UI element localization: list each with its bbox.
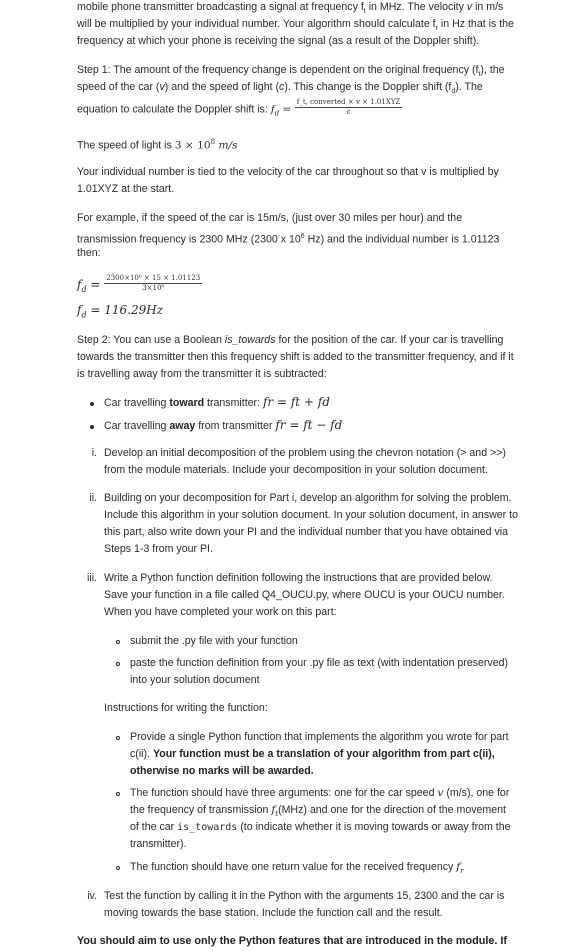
function-instr-1-line-2: c(ii). Your function must be a translation of your algorithm from part c(ii),	[130, 748, 495, 760]
part-i-line-2: from the module materials. Include your decomposition in your solution document.	[104, 464, 488, 476]
bullet-dot	[90, 425, 94, 429]
paste-definition-item-1: paste the function definition from your .py file as text (with indentation preserved)	[130, 657, 509, 669]
sub-bullet-circle	[116, 792, 120, 796]
function-instr-2-line-3: of the car is_towards (to indicate whether it is moving towards or away from the	[130, 821, 511, 833]
individual-number-line-1: Your individual number is tied to the velocity of the car throughout so that v is multiplied by	[77, 166, 499, 178]
part-iv-line-2: moving towards the base station. Include the function call and the result.	[104, 907, 443, 919]
function-instr-2-line-4: transmitter).	[130, 838, 187, 850]
instructions-heading: Instructions for writing the function:	[104, 702, 268, 714]
intro-line-2: will be multiplied by your individual number. Your algorithm should calculate $f_r$ in Hz that is the	[77, 18, 514, 33]
example-line-1: For example, if the speed of the car is 15m/s, (just over 30 miles per hour) and the	[77, 212, 463, 224]
part-ii-line-3: this part, also write down your PI and the individual number that you have obtained via	[104, 526, 508, 538]
footer-note: You should aim to use only the Python features that are introduced in the module. If	[77, 935, 507, 947]
part-iii-line-2: Save your function in a file called Q4_OUCU.py, where OUCU is your OUCU number.	[104, 589, 505, 601]
submit-py-item: submit the .py file with your function	[130, 635, 298, 647]
step2-line-1: Step 2: You can use a Boolean is_towards for the position of the car. If your car is travelling	[77, 334, 504, 346]
sub-bullet-circle	[116, 736, 120, 740]
function-instr-1-line-1: Provide a single Python function that implements the algorithm you wrote for part	[130, 731, 509, 743]
intro-line-1: mobile phone transmitter broadcasting a signal at frequency $f_t$ in MHz. The velocity v in m/s	[77, 1, 504, 16]
example-result: $f_d = 116.29Hz$	[77, 303, 164, 320]
part-i-number: i.	[91, 447, 97, 459]
part-ii-line-1: Building on your decomposition for Part i, develop an algorithm for solving the problem.	[104, 492, 512, 504]
function-instr-1-line-3: otherwise no marks will be awarded.	[130, 765, 314, 777]
sub-bullet-circle	[116, 866, 120, 870]
doppler-equation-line: equation to calculate the Doppler shift is: $f_d$ = $\frac{\text{f\_t, converted × v × 1.01XYZ}}{c}$	[77, 98, 401, 118]
sub-bullet-circle	[116, 640, 120, 644]
individual-number-line-2: 1.01XYZ at the start.	[77, 183, 175, 195]
part-ii-line-4: Steps 1-3 from your PI.	[104, 543, 213, 555]
part-iii-line-1: Write a Python function definition following the instructions that are provided below.	[104, 572, 493, 584]
speed-of-light-line: The speed of light is $3 \times 10^8$ m/s	[77, 138, 238, 152]
part-ii-number: ii.	[89, 492, 97, 504]
function-instr-2-line-1: The function should have three arguments: one for the car speed v (m/s), one for	[130, 787, 510, 799]
function-instr-2-line-2: the frequency of transmission $f_t(MHz)$ and one for the direction of the movement	[130, 804, 506, 819]
example-equation: $f_d$ = $\frac{\text{2300×10⁶ × 15 × 1.01123}}{\text{3×10⁸}}$	[77, 274, 201, 295]
example-fraction: $\frac{\text{2300×10⁶ × 15 × 1.01123}}{\text{3×10⁸}}$	[106, 274, 201, 292]
paste-definition-item-2: into your solution document	[130, 674, 260, 686]
part-iv-number: iv.	[87, 890, 97, 902]
part-ii-line-2: Include this algorithm in your solution document. In your solution document, in answer to	[104, 509, 518, 521]
part-iii-number: iii.	[86, 572, 97, 584]
step2-line-2: towards the transmitter then this frequency shift is added to the transmitter frequency, and if it	[77, 351, 514, 363]
example-line-2: transmission frequency is 2300 MHz (2300 x $10^6$ Hz) and the individual number is 1.01123	[77, 233, 500, 246]
bullet-toward: Car travelling toward transmitter: fr = ft + fd	[104, 395, 330, 409]
function-instr-3: The function should have one return value for the received frequency $f_r$	[130, 861, 464, 876]
sub-bullet-circle	[116, 662, 120, 666]
part-iv-line-1: Test the function by calling it in the Python with the arguments 15, 2300 and the car is	[104, 890, 505, 902]
step2-line-3: is travelling away from the transmitter it is subtracted:	[77, 368, 327, 380]
step1-line-2: speed of the car (v) and the speed of light (c). This change is the Doppler shift $(f_d)$. The	[77, 81, 483, 96]
bullet-away: Car travelling away from transmitter fr = ft − fd	[104, 418, 343, 432]
part-iii-line-3: When you have completed your work on this part:	[104, 606, 337, 618]
intro-line-3: frequency at which your phone is receiving the signal (as a result of the Doppler shift).	[77, 35, 480, 47]
doppler-fraction: $\frac{\text{f\_t, converted × v × 1.01XYZ}}{c}$	[296, 98, 401, 116]
bullet-dot	[90, 402, 94, 406]
example-line-3: then:	[77, 247, 101, 259]
part-i-line-1: Develop an initial decomposition of the problem using the chevron notation (> and >>)	[104, 447, 506, 459]
step1-line-1: Step 1: The amount of the frequency change is dependent on the original frequency $(f_t)$, the	[77, 64, 505, 79]
